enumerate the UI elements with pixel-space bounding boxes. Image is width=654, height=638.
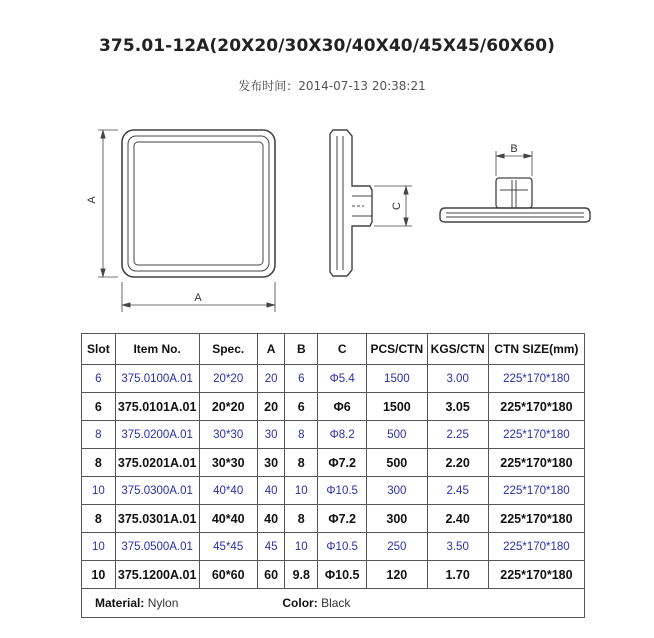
cell-a: 20 (257, 365, 285, 393)
cell-slot: 10 (82, 533, 116, 561)
cell-ctn-size: 225*170*180 (488, 421, 584, 449)
header-spec: Spec. (199, 334, 257, 365)
header-ctn-size: CTN SIZE(mm) (488, 334, 584, 365)
cell-item-no: 375.0300A.01 (115, 477, 199, 505)
cell-pcs-ctn: 500 (367, 449, 427, 477)
cell-ctn-size: 225*170*180 (488, 505, 584, 533)
header-pcs-ctn: PCS/CTN (367, 334, 427, 365)
cell-b: 10 (285, 477, 318, 505)
cell-slot: 10 (82, 477, 116, 505)
cell-a: 45 (257, 533, 285, 561)
cell-slot: 8 (82, 449, 116, 477)
cell-ctn-size: 225*170*180 (488, 365, 584, 393)
cell-b: 6 (285, 365, 318, 393)
cell-slot: 6 (82, 393, 116, 421)
publish-label: 发布时间： (238, 79, 299, 93)
cell-ctn-size: 225*170*180 (488, 393, 584, 421)
table-footer-row (82, 589, 585, 618)
cell-spec: 30*30 (199, 449, 257, 477)
publish-datetime: 2014-07-13 20:38:21 (298, 79, 426, 93)
cell-slot: 8 (82, 421, 116, 449)
cell-c: Φ8.2 (318, 421, 367, 449)
publish-info (0, 77, 654, 94)
table-row (82, 561, 585, 589)
cell-b: 8 (285, 505, 318, 533)
cell-kgs-ctn: 2.40 (427, 505, 488, 533)
cell-a: 60 (257, 561, 285, 589)
cell-item-no: 375.1200A.01 (115, 561, 199, 589)
material-color-cell (82, 589, 585, 618)
material-label: Material: (95, 596, 145, 610)
spec-table (81, 333, 585, 618)
cell-spec: 20*20 (199, 393, 257, 421)
cell-item-no: 375.0100A.01 (115, 365, 199, 393)
cell-spec: 40*40 (199, 505, 257, 533)
cell-spec: 20*20 (199, 365, 257, 393)
cell-c: Φ10.5 (318, 477, 367, 505)
cell-c: Φ10.5 (318, 533, 367, 561)
cell-pcs-ctn: 120 (367, 561, 427, 589)
cell-pcs-ctn: 1500 (367, 393, 427, 421)
front-view (98, 130, 275, 312)
cell-c: Φ10.5 (318, 561, 367, 589)
cell-kgs-ctn: 1.70 (427, 561, 488, 589)
cell-slot: 10 (82, 561, 116, 589)
cell-c: Φ7.2 (318, 505, 367, 533)
cell-item-no: 375.0201A.01 (115, 449, 199, 477)
cell-ctn-size: 225*170*180 (488, 477, 584, 505)
cell-slot: 8 (82, 505, 116, 533)
dim-label-a-horizontal: A (194, 292, 202, 304)
cell-pcs-ctn: 250 (367, 533, 427, 561)
cell-c: Φ6 (318, 393, 367, 421)
cell-b: 8 (285, 421, 318, 449)
dim-label-c: C (391, 202, 403, 210)
cell-item-no: 375.0301A.01 (115, 505, 199, 533)
cell-kgs-ctn: 3.05 (427, 393, 488, 421)
cell-a: 20 (257, 393, 285, 421)
material-value: Nylon (147, 596, 179, 610)
cell-ctn-size: 225*170*180 (488, 533, 584, 561)
cell-kgs-ctn: 2.45 (427, 477, 488, 505)
cell-item-no: 375.0101A.01 (115, 393, 199, 421)
cell-pcs-ctn: 500 (367, 421, 427, 449)
cell-spec: 30*30 (199, 421, 257, 449)
cell-ctn-size: 225*170*180 (488, 561, 584, 589)
cell-item-no: 375.0200A.01 (115, 421, 199, 449)
dim-label-b: B (510, 143, 518, 155)
cell-kgs-ctn: 2.25 (427, 421, 488, 449)
cell-a: 30 (257, 421, 285, 449)
dim-label-a-vertical: A (86, 196, 98, 204)
header-slot: Slot (82, 334, 116, 365)
cell-a: 40 (257, 505, 285, 533)
cell-a: 30 (257, 449, 285, 477)
cell-c: Φ7.2 (318, 449, 367, 477)
cell-spec: 45*45 (199, 533, 257, 561)
cell-a: 40 (257, 477, 285, 505)
cell-pcs-ctn: 300 (367, 505, 427, 533)
cell-b: 10 (285, 533, 318, 561)
table-row (82, 365, 585, 393)
cell-c: Φ5.4 (318, 365, 367, 393)
cell-kgs-ctn: 3.50 (427, 533, 488, 561)
cell-b: 8 (285, 449, 318, 477)
cell-b: 9.8 (285, 561, 318, 589)
color-value: Black (321, 596, 351, 610)
table-header-row (82, 334, 585, 365)
cell-item-no: 375.0500A.01 (115, 533, 199, 561)
cell-spec: 40*40 (199, 477, 257, 505)
cell-pcs-ctn: 300 (367, 477, 427, 505)
header-a: A (257, 334, 285, 365)
cell-kgs-ctn: 2.20 (427, 449, 488, 477)
header-kgs-ctn: KGS/CTN (427, 334, 488, 365)
color-label: Color: (282, 596, 318, 610)
end-view (440, 151, 590, 222)
technical-drawing (0, 100, 654, 325)
cell-slot: 6 (82, 365, 116, 393)
table-row (82, 477, 585, 505)
cell-ctn-size: 225*170*180 (488, 449, 584, 477)
cell-pcs-ctn: 1500 (367, 365, 427, 393)
table-row (82, 533, 585, 561)
header-b: B (285, 334, 318, 365)
cell-b: 6 (285, 393, 318, 421)
table-row (82, 421, 585, 449)
header-c: C (318, 334, 367, 365)
page-title: 375.01-12A(20X20/30X30/40X40/45X45/60X60) (98, 36, 556, 56)
cell-spec: 60*60 (199, 561, 257, 589)
table-row (82, 393, 585, 421)
table-row (82, 449, 585, 477)
cell-kgs-ctn: 3.00 (427, 365, 488, 393)
header-item-no: Item No. (115, 334, 199, 365)
table-row (82, 505, 585, 533)
